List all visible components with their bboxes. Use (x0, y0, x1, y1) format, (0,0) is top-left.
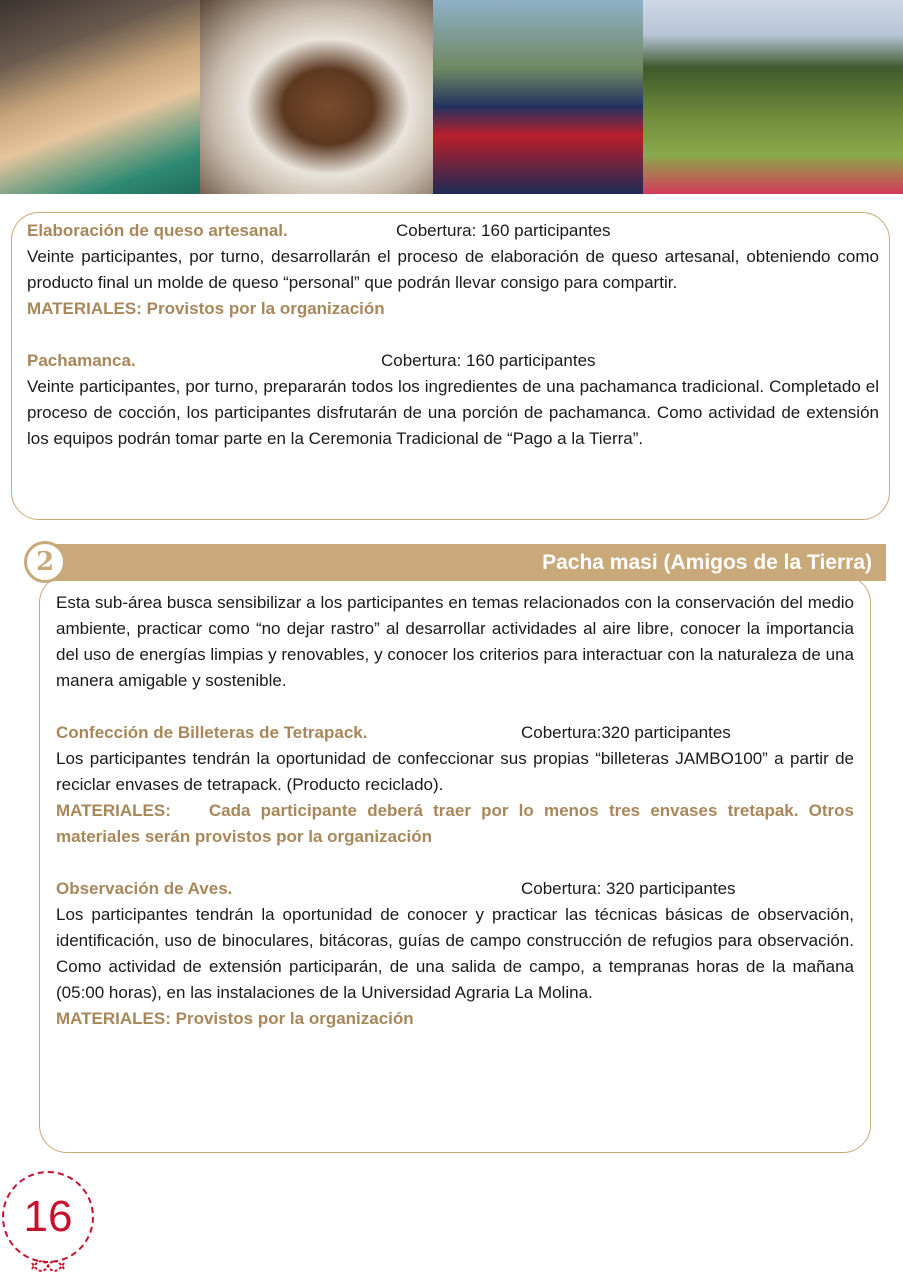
photo-scouts-with-tetrapack (433, 0, 643, 194)
activity-materials (56, 798, 854, 850)
activity-description: Los participantes tendrán la oportunidad de confeccionar sus propias “billeteras JAMBO100” a partir de reciclar envases de tetrapack. (Producto reciclado). (56, 749, 854, 794)
photo-girl-with-scarf (0, 0, 200, 194)
page-number: 16 (2, 1171, 94, 1263)
activity-materials: MATERIALES: Provistos por la organización (27, 299, 385, 318)
photo-strip (0, 0, 903, 194)
rope-knot-icon (28, 1255, 68, 1277)
activity-title: Confección de Billeteras de Tetrapack. (56, 723, 368, 742)
section-number: 2 (24, 541, 66, 583)
section-title: Pacha masi (Amigos de la Tierra) (542, 550, 872, 574)
activity-title: Elaboración de queso artesanal. (27, 221, 288, 240)
activity-description: Veinte participantes, por turno, desarrollarán el proceso de elaboración de queso artesanal, obteniendo como producto final un molde de queso “personal” que podrán llevar consigo para compartir. (27, 247, 879, 292)
section-intro: Esta sub-área busca sensibilizar a los participantes en temas relacionados con la conservación del medio ambiente, practicar como “no dejar rastro” al desarrollar actividades al aire libre, conocer la importancia del uso de energías limpias y renovables, y conocer los criterios para interactuar con la naturaleza de una manera amigable y sostenible. (56, 593, 854, 690)
activity-header (56, 720, 854, 746)
activity-header (27, 348, 879, 374)
photo-wetland-cleanup (643, 0, 903, 194)
materials-text: Cada participante deberá traer por lo menos tres envases tretapak. Otros materiales serán provistos por la organización (56, 801, 854, 846)
activity-title: Observación de Aves. (56, 879, 233, 898)
activity-title: Pachamanca. (27, 351, 136, 370)
activity-coverage: Cobertura: 320 participantes (521, 879, 736, 898)
photo-pachamanca-food (200, 0, 433, 194)
activity-coverage: Cobertura: 160 participantes (381, 351, 596, 370)
activities-content-2 (56, 590, 854, 1032)
activity-materials: MATERIALES: Provistos por la organización (56, 1009, 414, 1028)
activity-coverage: Cobertura: 160 participantes (396, 221, 611, 240)
activity-coverage: Cobertura:320 participantes (521, 723, 731, 742)
activity-description: Los participantes tendrán la oportunidad de conocer y practicar las técnicas básicas de observación, identificación, uso de binoculares, bitácoras, guías de campo construcción de refugios para observación. Como actividad de extensión participarán, de una salida de campo, a tempranas horas de la mañana (05:00 horas), en las instalaciones de la Universidad Agraria La Molina. (56, 905, 854, 1002)
activity-header (56, 876, 854, 902)
activity-description: Veinte participantes, por turno, prepararán todos los ingredientes de una pachamanca tradicional. Completado el proceso de cocción, los participantes disfrutarán de una porción de pachamanca. Como actividad de extensión los equipos podrán tomar parte en la Ceremonia Tradicional de “Pago a la Tierra”. (27, 377, 879, 448)
materials-label: MATERIALES: (56, 801, 171, 820)
activity-header (27, 218, 879, 244)
activities-content-1 (27, 218, 879, 452)
